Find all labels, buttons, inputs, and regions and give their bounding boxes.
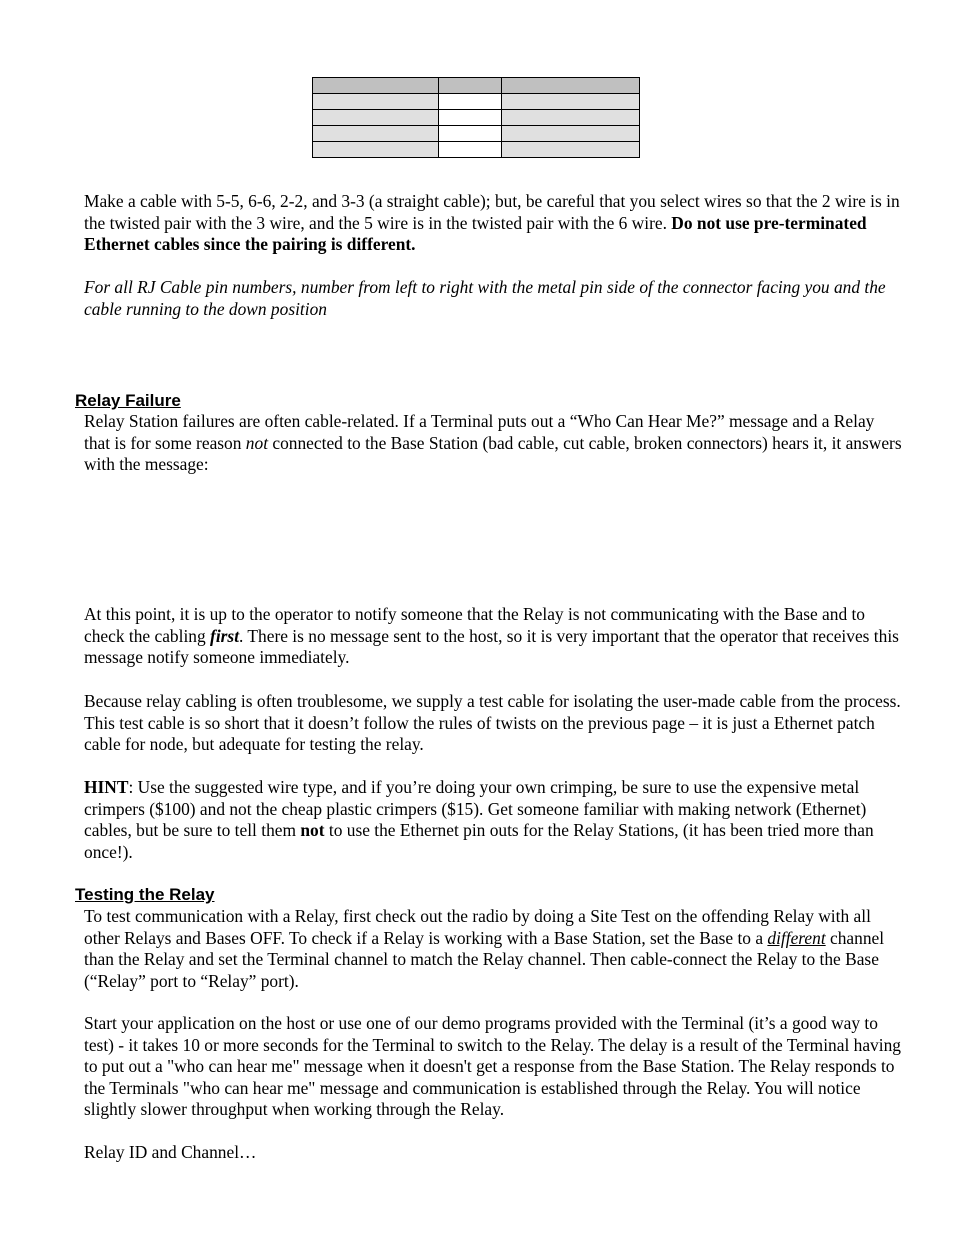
table-cell	[439, 142, 502, 158]
text-run: connected to the Base Station (bad cable, cut cable, broken connectors) hears it, it answers with the message:	[84, 432, 902, 475]
relay-failure-paragraph-3: Because relay cabling is often troublesome, we supply a test cable for isolating the user-made cable from the process. This test cable is so short that it doesn’t follow the rules of twists on the previous page – it is just a Ethernet patch cable for node, but adequate for testing the relay.	[84, 691, 901, 755]
table-cell	[439, 78, 502, 94]
relay-failure-paragraph-1	[84, 411, 904, 476]
text-run: Relay Station failures are often cable-related. If a Terminal puts out a “Who Can Hear Me?” message and a Relay that is for some reason	[84, 411, 875, 453]
table-row	[313, 110, 640, 126]
table-cell	[313, 110, 439, 126]
relay-failure-heading: Relay Failure	[75, 391, 181, 410]
table-cell	[313, 94, 439, 110]
emphasis-first: first	[210, 625, 240, 646]
table-cell	[313, 142, 439, 158]
emphasis-not: not	[300, 820, 325, 841]
table-cell	[313, 126, 439, 142]
table-cell	[502, 94, 640, 110]
text-run: . There is no message sent to the host, so it is very important that the operator that receives this message notify someone immediately.	[84, 625, 899, 668]
table-cell	[439, 126, 502, 142]
emphasis-different: different	[767, 927, 826, 948]
pin-number-note	[84, 277, 904, 320]
testing-paragraph-3: Relay ID and Channel…	[84, 1142, 257, 1162]
table-header-row	[313, 78, 640, 94]
table-cell	[502, 126, 640, 142]
text-run: : Use the suggested wire type, and if you’re doing your own crimping, be sure to use the expensive metal crimpers ($100) and not the cheap plastic crimpers ($15). Get someone familiar with making network (Ethernet) cables, but be sure to tell them	[84, 777, 867, 841]
text-run: to use the Ethernet pin outs for the Relay Stations, (it has been tried more than once!).	[84, 820, 874, 862]
testing-relay-heading: Testing the Relay	[75, 885, 215, 904]
hint-paragraph	[84, 777, 904, 863]
testing-paragraph-1	[84, 906, 904, 992]
table-row	[313, 126, 640, 142]
table-cell	[439, 110, 502, 126]
cable-warning: Do not use pre-terminated Ethernet cables since the pairing is different.	[84, 212, 867, 255]
table-cell	[502, 110, 640, 126]
relay-failure-paragraph-2	[84, 604, 904, 669]
table-row	[313, 94, 640, 110]
testing-paragraph-2: Start your application on the host or use one of our demo programs provided with the Terminal (it’s a good way to test) - it takes 10 or more seconds for the Terminal to switch to the Relay. The delay is a result of the Terminal having to put out a "who can hear me" message when it doesn't get a response from the Base Station. The Relay responds to the Terminals "who can hear me" message and communication is established through the Relay. You will notice slightly slower throughput when working through the Relay.	[84, 1013, 901, 1120]
pin-table	[312, 77, 640, 158]
table-cell	[439, 94, 502, 110]
emphasis-not: not	[245, 432, 269, 453]
cable-text: Make a cable with 5-5, 6-6, 2-2, and 3-3 (a straight cable); but, be careful that you select wires so that the 2 wire is in the twisted pair with the 3 wire, and the 5 wire is in the twisted pair with the 6 wire.	[84, 191, 900, 233]
text-run: At this point, it is up to the operator to notify someone that the Relay is not communicating with the Base and to check the cabling	[84, 604, 866, 646]
hint-label: HINT	[84, 777, 129, 797]
text-run: To test communication with a Relay, first check out the radio by doing a Site Test on the offending Relay with all other Relays and Bases OFF. To check if a Relay is working with a Base Station, set the Base to a	[84, 906, 871, 948]
table-row	[313, 142, 640, 158]
text-run: channel than the Relay and set the Terminal channel to match the Relay channel. Then cable-connect the Relay to the Base (“Relay” port to “Relay” port).	[84, 927, 885, 991]
table-cell	[313, 78, 439, 94]
pin-number-note-text: For all RJ Cable pin numbers, number from left to right with the metal pin side of the connector facing you and the cable running to the down position	[84, 277, 886, 319]
table-cell	[502, 78, 640, 94]
table-cell	[502, 142, 640, 158]
cable-instructions	[84, 191, 904, 256]
